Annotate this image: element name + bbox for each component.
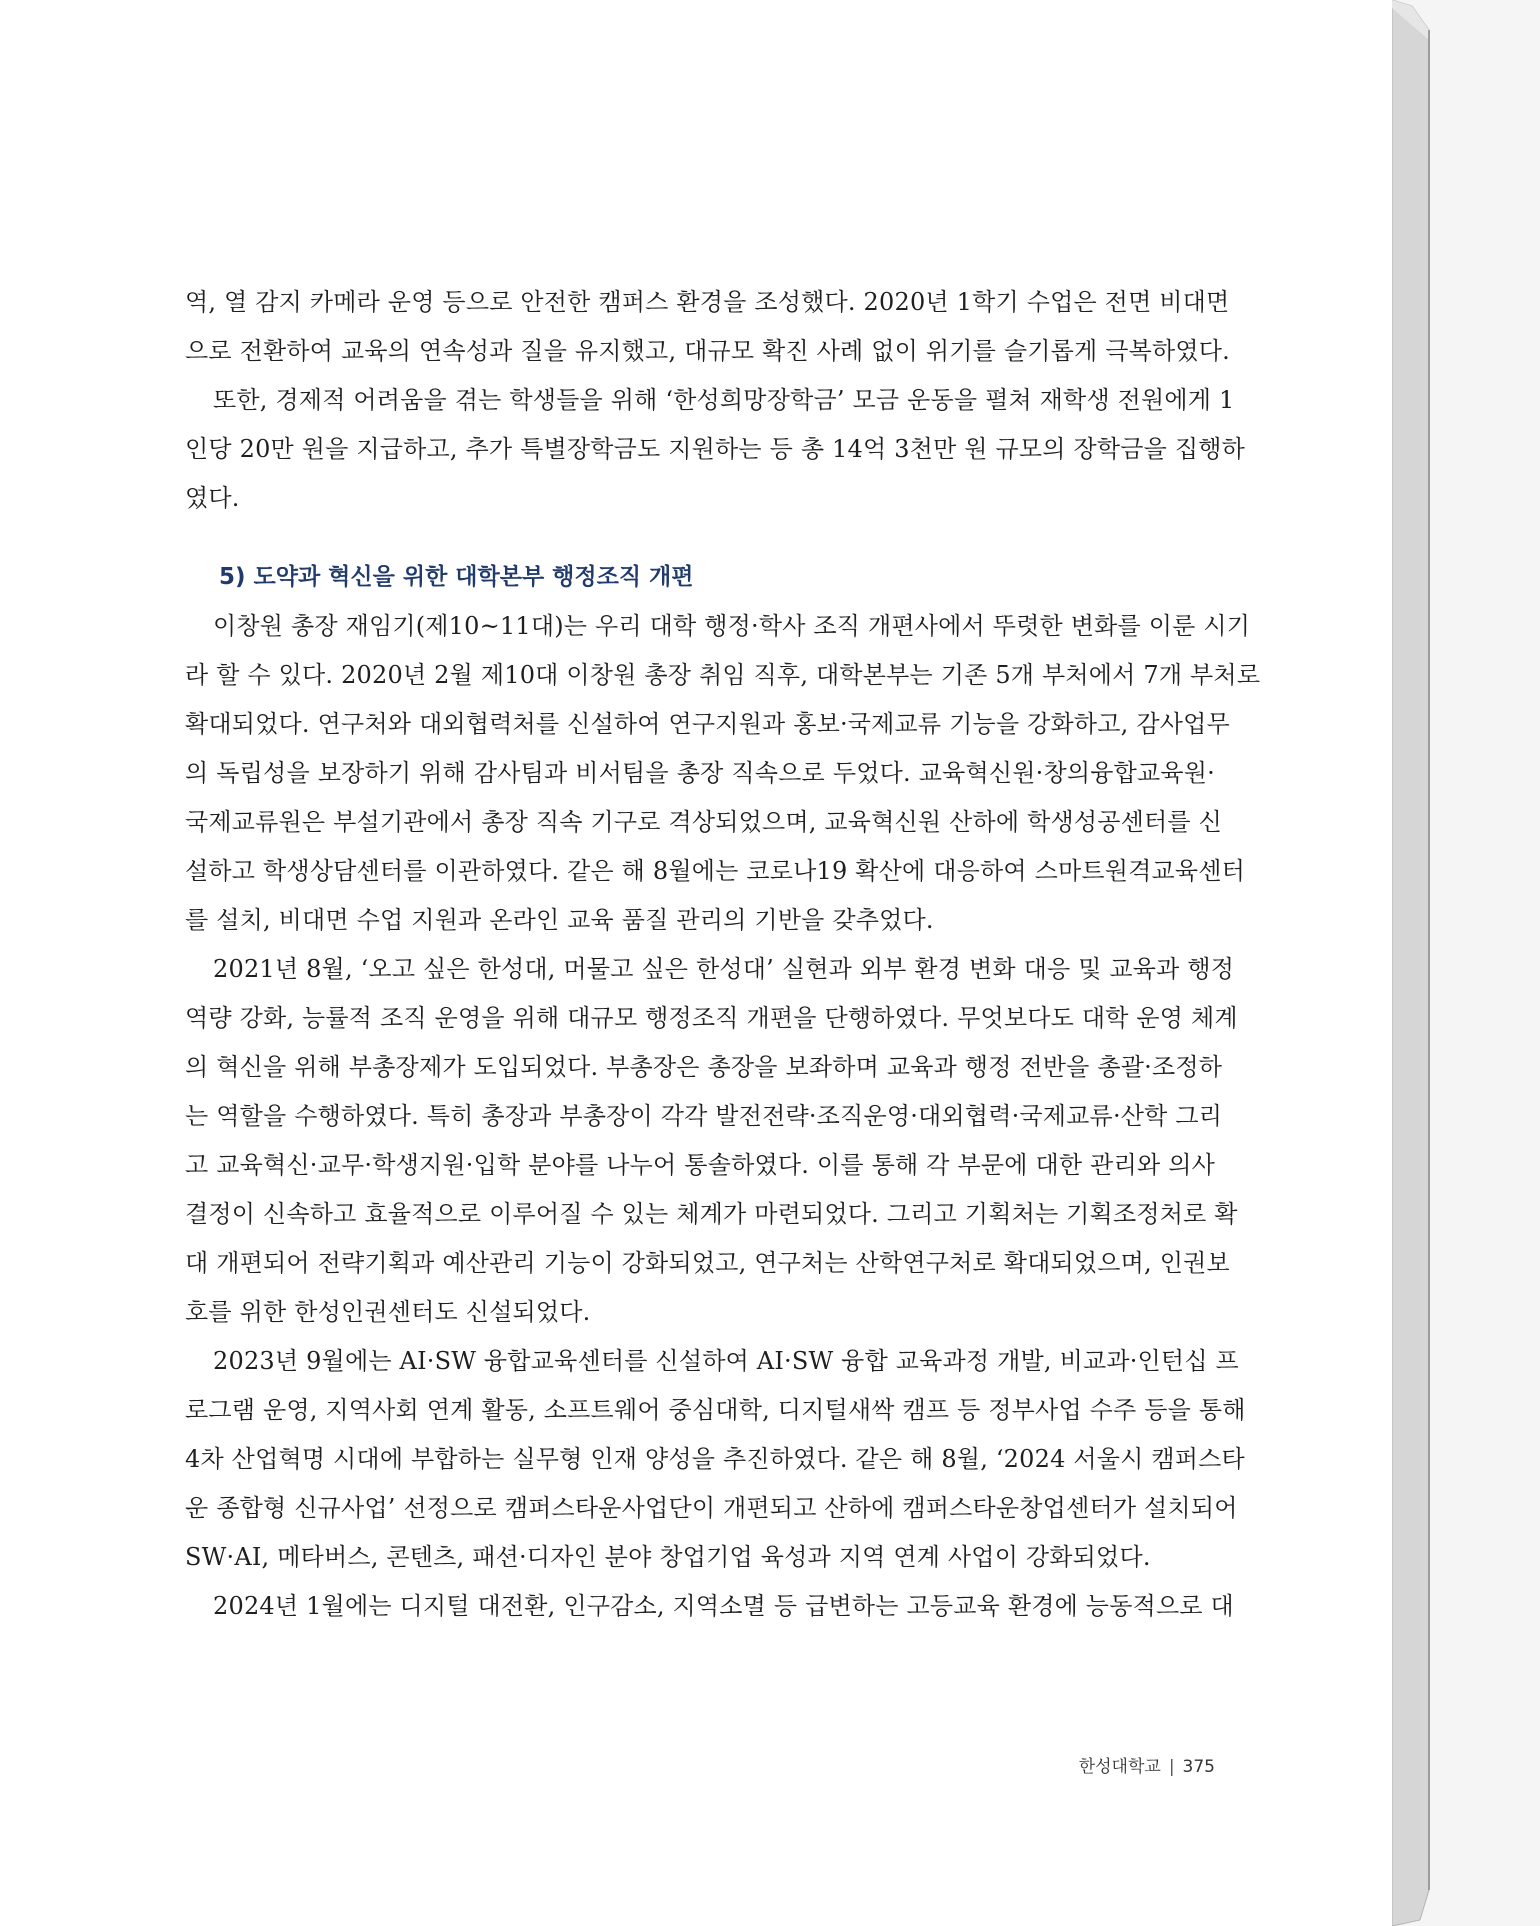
text-line: 호를 위한 한성인권센터도 신설되었다. — [185, 1298, 591, 1326]
text-line: 4차 산업혁명 시대에 부합하는 실무형 인재 양성을 추진하였다. 같은 해 8월, ‘2024 서울시 캠퍼스타 — [185, 1445, 1245, 1473]
paragraph — [185, 1582, 1234, 1631]
text-line: 이창원 총장 재임기(제10~11대)는 우리 대학 행정·학사 조직 개편사에서 뚜렷한 변화를 이룬 시기 — [213, 612, 1251, 640]
text-line: 역, 열 감지 카메라 운영 등으로 안전한 캠퍼스 환경을 조성했다. 2020년 1학기 수업은 전면 비대면 — [185, 288, 1230, 316]
text-line: 라 할 수 있다. 2020년 2월 제10대 이창원 총장 취임 직후, 대학본부는 기존 5개 부처에서 7개 부처로 — [185, 661, 1261, 689]
text-line: 운 종합형 신규사업’ 선정으로 캠퍼스타운사업단이 개편되고 산하에 캠퍼스타운창업센터가 설치되어 — [185, 1494, 1238, 1522]
text-line: 확대되었다. 연구처와 대외협력처를 신설하여 연구지원과 홍보·국제교류 기능을 강화하고, 감사업무 — [185, 710, 1230, 738]
paragraph — [185, 602, 1261, 945]
text-line: 를 설치, 비대면 수업 지원과 온라인 교육 품질 관리의 기반을 갖추었다. — [185, 906, 934, 934]
text-line: 설하고 학생상담센터를 이관하였다. 같은 해 8월에는 코로나19 확산에 대응하여 스마트원격교육센터 — [185, 857, 1246, 885]
footer-university-name: 한성대학교 — [1078, 1757, 1161, 1777]
page-footer — [1040, 1752, 1215, 1777]
paragraph — [185, 278, 1230, 376]
text-line: 였다. — [185, 484, 240, 512]
text-line: 2024년 1월에는 디지털 대전환, 인구감소, 지역소멸 등 급변하는 고등교육 환경에 능동적으로 대 — [213, 1592, 1234, 1620]
paragraph — [185, 945, 1238, 1337]
text-line: 2023년 9월에는 AI·SW 융합교육센터를 신설하여 AI·SW 융합 교육과정 개발, 비교과·인턴십 프 — [213, 1347, 1239, 1375]
text-line: 대 개편되어 전략기획과 예산관리 기능이 강화되었고, 연구처는 산학연구처로 확대되었으며, 인권보 — [185, 1249, 1230, 1277]
text-line: 2021년 8월, ‘오고 싶은 한성대, 머물고 싶은 한성대’ 실현과 외부 환경 변화 대응 및 교육과 행정 — [213, 955, 1235, 983]
text-line: 국제교류원은 부설기관에서 총장 직속 기구로 격상되었으며, 교육혁신원 산하에 학생성공센터를 신 — [185, 808, 1223, 836]
text-line: 고 교육혁신·교무·학생지원·입학 분야를 나누어 통솔하였다. 이를 통해 각 부문에 대한 관리와 의사 — [185, 1151, 1215, 1179]
text-line: 또한, 경제적 어려움을 겪는 학생들을 위해 ‘한성희망장학금’ 모금 운동을 펼쳐 재학생 전원에게 1 — [213, 386, 1235, 414]
text-line: 는 역할을 수행하였다. 특히 총장과 부총장이 각각 발전전략·조직운영·대외협력·국제교류·산학 그리 — [185, 1102, 1223, 1130]
text-line: 인당 20만 원을 지급하고, 추가 특별장학금도 지원하는 등 총 14억 3천만 원 규모의 장학금을 집행하 — [185, 435, 1245, 463]
text-line: 으로 전환하여 교육의 연속성과 질을 유지했고, 대규모 확진 사례 없이 위기를 슬기롭게 극복하였다. — [185, 337, 1230, 365]
paragraph — [185, 1337, 1246, 1582]
page-stack-edge — [1392, 0, 1540, 1926]
text-line: 의 혁신을 위해 부총장제가 도입되었다. 부총장은 총장을 보좌하며 교육과 행정 전반을 총괄·조정하 — [185, 1053, 1223, 1081]
text-line: 로그램 운영, 지역사회 연계 활동, 소프트웨어 중심대학, 디지털새싹 캠프 등 정부사업 수주 등을 통해 — [185, 1396, 1246, 1424]
page-number: 375 — [1182, 1757, 1215, 1777]
paragraph — [185, 376, 1245, 523]
text-line: 결정이 신속하고 효율적으로 이루어질 수 있는 체계가 마련되었다. 그리고 기획처는 기획조정처로 확 — [185, 1200, 1238, 1228]
text-line: 역량 강화, 능률적 조직 운영을 위해 대규모 행정조직 개편을 단행하였다. 무엇보다도 대학 운영 체계 — [185, 1004, 1238, 1032]
text-line: 의 독립성을 보장하기 위해 감사팀과 비서팀을 총장 직속으로 두었다. 교육혁신원·창의융합교육원· — [185, 759, 1215, 787]
text-line: SW·AI, 메타버스, 콘텐츠, 패션·디자인 분야 창업기업 육성과 지역 연계 사업이 강화되었다. — [185, 1543, 1151, 1571]
section-heading: 5) 도약과 혁신을 위한 대학본부 행정조직 개편 — [219, 564, 694, 590]
footer-separator: | — [1168, 1757, 1175, 1777]
body-text — [185, 278, 1261, 1631]
